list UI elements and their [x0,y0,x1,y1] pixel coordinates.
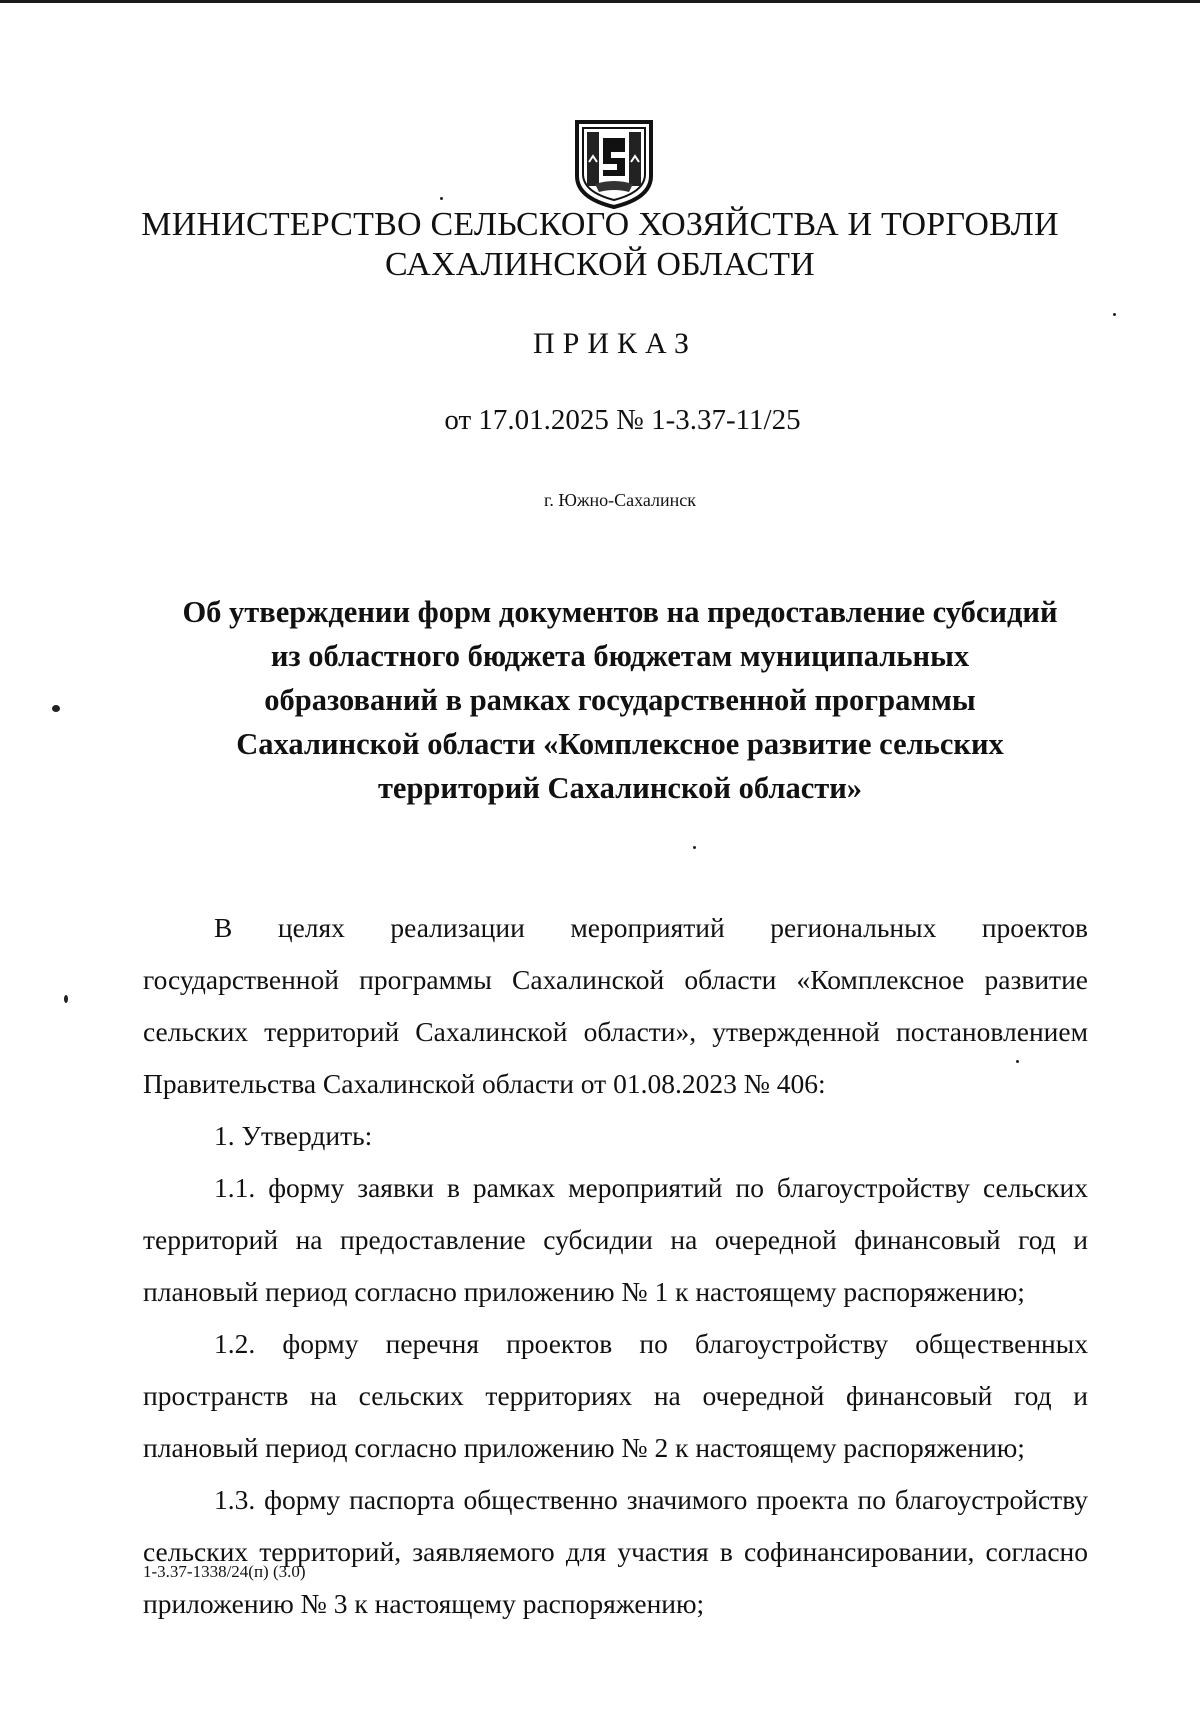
scan-speck [64,995,68,1003]
scan-speck [52,705,60,712]
document-title [140,590,1100,810]
scan-speck [1016,1060,1019,1063]
ministry-name-line1: МИНИСТЕРСТВО СЕЛЬСКОГО ХОЗЯЙСТВА И ТОРГОВЛИ [141,206,1059,243]
order-date-number: от 17.01.2025 № 1-3.37-11/25 [444,404,801,436]
item-1: 1. Утвердить: [214,1120,373,1151]
item-1-3: 1.3. форму паспорта общественно значимого проекта по благоустройству сельских территорий, заявляемого для участия в софинансировании, согласно приложению № 3 к настоящему распоряжению; [143,1484,1088,1619]
scan-speck [1113,313,1116,316]
city-name: г. Южно-Сахалинск [543,490,697,510]
item-1-1: 1.1. форму заявки в рамках мероприятий по благоустройству сельских территорий на предоставление субсидии на очередной финансовый год и плановый период согласно приложению № 1 к настоящему распоряжению; [143,1172,1088,1307]
scan-top-border [0,0,1200,3]
document-body [143,902,1088,1630]
title-line: территорий Сахалинской области» [377,771,863,805]
title-line: образований в рамках государственной программы [264,683,976,717]
sakhalin-coat-of-arms-icon [573,118,655,210]
ministry-name-line2: САХАЛИНСКОЙ ОБЛАСТИ [385,246,815,283]
document-type: ПРИКАЗ [533,327,697,360]
preamble-paragraph: В целях реализации мероприятий региональных проектов государственной программы Сахалинской области «Комплексное развитие сельских территорий Сахалинской области», утвержденной постановлением Правительства Сахалинской области от 01.08.2023 № 406: [143,912,1088,1099]
title-line: из областного бюджета бюджетам муниципальных [270,639,970,673]
scan-speck [440,197,443,200]
title-line: Сахалинской области «Комплексное развитие сельских [236,727,1004,761]
item-1-2: 1.2. форму перечня проектов по благоустройству общественных пространств на сельских территориях на очередной финансовый год и плановый период согласно приложению № 2 к настоящему распоряжению; [143,1328,1088,1463]
title-line: Об утверждении форм документов на предоставление субсидий [182,595,1058,629]
document-code: 1-3.37-1338/24(п) (3.0) [143,1562,306,1581]
scan-speck [693,846,696,849]
